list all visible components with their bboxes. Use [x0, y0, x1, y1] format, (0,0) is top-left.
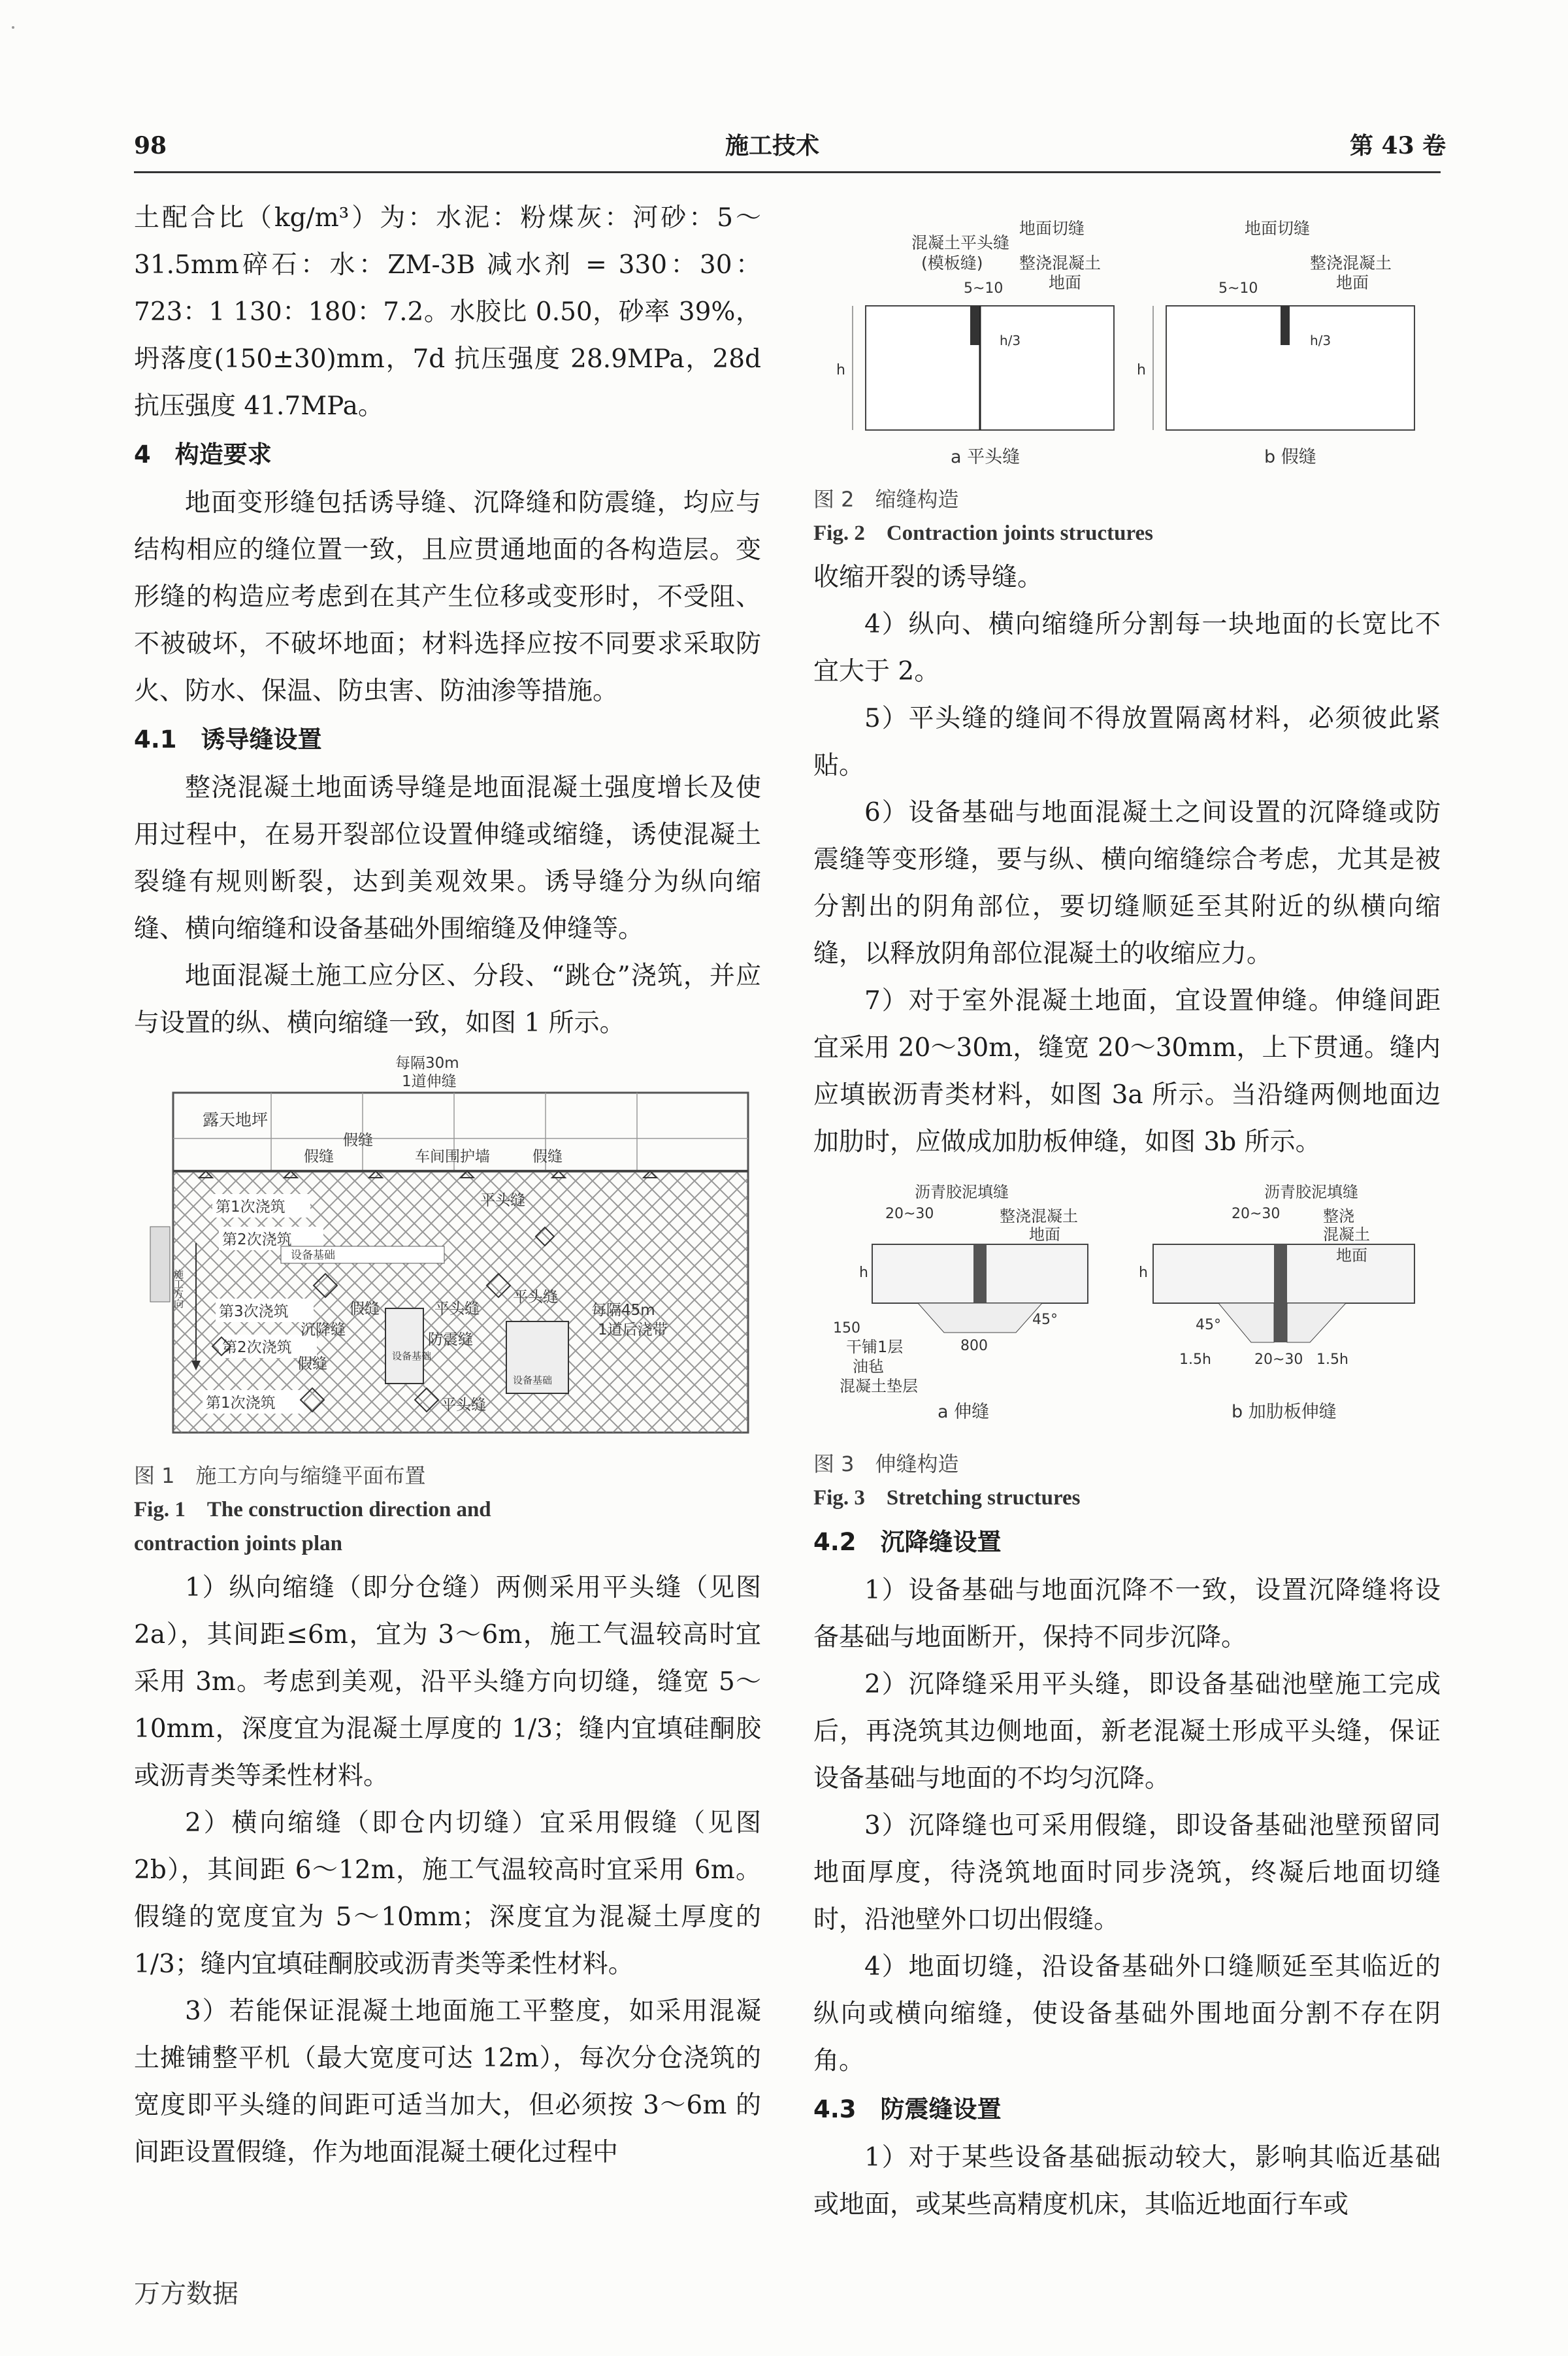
volume-label: 第 43 卷	[1350, 132, 1446, 159]
label-every-30m: 每隔30m	[395, 1055, 459, 1072]
foundation-label-2: 设备基础	[392, 1350, 432, 1362]
paragraph-4-3-1: 1）对于某些设备基础振动较大，影响其临近基础或地面，或某些高精度机床，其临近地面行车或	[813, 2143, 1441, 2219]
figure-3a	[833, 1183, 1088, 1422]
figure-3b	[1139, 1183, 1414, 1422]
asphalt-fill-3b	[1274, 1244, 1287, 1342]
label-post-pour-strip: 1道后浇带	[598, 1321, 668, 1338]
figure-3-drawing	[813, 1172, 1441, 1447]
label-fake-joint-5: 假缝	[297, 1355, 327, 1372]
paragraph-right-6: 6）设备基础与地面混凝土之间设置的沉降缝或防震缝等变形缝，要与纵、横向缩缝综合考虑，尤其是被分割出的阴角部位，要切缝顺延至其附近的纵横向缩缝，以释放阴角部位混凝土的收缩应力。	[813, 798, 1441, 969]
figure-2-caption-en: Fig. 2 Contraction joints structures	[813, 522, 1154, 545]
label-h3-2b: h/3	[1310, 333, 1331, 348]
side-bump	[150, 1227, 170, 1302]
label-flat-joint-1: 平头缝	[480, 1192, 525, 1209]
section-4-1-heading: 4.1 诱导缝设置	[134, 725, 322, 754]
label-ground-cut-2a: 地面切缝	[1019, 219, 1085, 238]
paragraph-4-intro: 地面变形缝包括诱导缝、沉降缝和防震缝，均应与结构相应的缝位置一致，且应贯通地面的各构造层。变形缝的构造应考虑到在其产生位移或变形时，不受阻、不被破坏，不破坏地面；材料选择应按不同要求采取防火、防水、保温、防虫害、防油渗等措施。	[134, 488, 761, 706]
foundation-label-3: 设备基础	[513, 1374, 553, 1386]
label-seismic-joint: 防震缝	[428, 1331, 473, 1348]
paragraph-right-0: 收缩开裂的诱导缝。	[813, 563, 1043, 592]
label-h-3b: h	[1139, 1265, 1148, 1281]
section-4-2-heading: 4.2 沉降缝设置	[813, 1528, 1002, 1556]
label-800: 800	[960, 1338, 988, 1354]
paragraph-left-3: 3）若能保证混凝土地面施工平整度，如采用混凝土摊铺整平机（最大宽度可达 12m），每次分仓浇筑的宽度即平头缝的间距可适当加大，但必须按 3～6m 的间距设置假缝，作为地面混凝土硬化过程中	[134, 1997, 761, 2167]
label-ground-3a: 地面	[1029, 1225, 1060, 1244]
label-h-2b: h	[1137, 362, 1146, 378]
figure-2b-subtitle: b 假缝	[1264, 447, 1316, 467]
label-asphalt-3a: 沥青胶泥填缝	[915, 1183, 1009, 1201]
paragraph-right-5: 5）平头缝的缝间不得放置隔离材料，必须彼此紧贴。	[813, 704, 1441, 780]
label-pour-2a: 整浇混凝土	[1019, 254, 1102, 273]
right-column	[813, 195, 1441, 2229]
paragraph-4-2-3: 3）沉降缝也可采用假缝，即设备基础池壁预留同地面厚度，待浇筑地面时同步浇筑，终凝后地面切缝时，沿池壁外口切出假缝。	[813, 1811, 1441, 1934]
label-asphalt-3b: 沥青胶泥填缝	[1264, 1183, 1358, 1201]
figure-1-caption-en-1: Fig. 1 The construction direction and	[134, 1498, 491, 1521]
figure-3-caption-cn: 图 3 伸缝构造	[813, 1452, 959, 1476]
figure-1-plan-drawing	[134, 1054, 761, 1459]
asphalt-fill-3a	[973, 1244, 987, 1303]
paragraph-4-2-4: 4）地面切缝，沿设备基础外口缝顺延至其临近的纵向或横向缩缝，使设备基础外围地面分割不存在阴角。	[813, 1952, 1441, 2076]
label-pour-3a: 整浇混凝土	[1000, 1207, 1078, 1225]
label-20-30-bottom: 20~30	[1254, 1352, 1303, 1368]
label-ground-3b: 地面	[1336, 1246, 1367, 1265]
label-every-45m: 每隔45m	[591, 1302, 655, 1319]
pad-3a	[918, 1303, 1042, 1333]
equipment-foundation-1	[385, 1308, 423, 1384]
label-150: 150	[833, 1320, 860, 1336]
label-pour-1-top: 第1次浇筑	[216, 1199, 286, 1216]
paragraph-right-4: 4）纵向、横向缩缝所分割每一块地面的长宽比不宜大于 2。	[813, 610, 1441, 686]
construction-direction-label: 施工方向	[172, 1269, 184, 1308]
label-form-joint-2a: (模板缝)	[921, 254, 983, 273]
label-h-2a: h	[836, 362, 845, 378]
label-angle-3a: 45°	[1032, 1312, 1058, 1328]
label-pour-2b: 整浇混凝土	[1310, 254, 1392, 273]
label-pour-3b-1: 整浇	[1323, 1207, 1354, 1225]
label-concrete-pad: 混凝土垫层	[840, 1377, 918, 1395]
section-4-heading: 4 构造要求	[134, 440, 272, 469]
label-felt-1: 干铺1层	[846, 1338, 904, 1356]
label-pour-1-bottom: 第1次浇筑	[206, 1395, 276, 1412]
figure-2b	[1137, 219, 1414, 467]
section-4-3-heading: 4.3 防震缝设置	[813, 2095, 1002, 2123]
rib-right-3b	[1287, 1303, 1346, 1342]
label-fake-joint-2: 假缝	[304, 1148, 334, 1165]
label-width-2b: 5~10	[1218, 280, 1258, 297]
label-fake-joint-3: 假缝	[532, 1148, 563, 1165]
cut-groove-2b	[1281, 306, 1290, 345]
figure-3-caption-en: Fig. 3 Stretching structures	[813, 1486, 1081, 1510]
label-enclosure-wall: 车间围护墙	[415, 1148, 490, 1165]
foundation-label-1: 设备基础	[291, 1249, 335, 1262]
figure-2a	[836, 219, 1114, 467]
label-open-ground: 露天地坪	[203, 1110, 269, 1129]
label-fake-joint-1: 假缝	[343, 1132, 373, 1149]
figure-3	[813, 1172, 1441, 1515]
header-rule	[134, 171, 1441, 173]
paragraph-4-2-1: 1）设备基础与地面沉降不一致，设置沉降缝将设备基础与地面断开，保持不同步沉降。	[813, 1576, 1441, 1652]
label-pour-3: 第3次浇筑	[219, 1303, 289, 1320]
label-settlement-joint: 沉降缝	[301, 1321, 346, 1338]
label-fake-joint-4: 假缝	[350, 1301, 380, 1318]
figure-2a-subtitle: a 平头缝	[951, 447, 1021, 467]
left-column	[134, 195, 761, 2176]
label-width-2a: 5~10	[964, 280, 1004, 297]
label-ground-2b: 地面	[1336, 273, 1369, 292]
paragraph-4-1-b: 地面混凝土施工应分区、分段、“跳仓”浇筑，并应与设置的纵、横向缩缝一致，如图 1 所示。	[134, 961, 761, 1038]
figure-2-caption-cn: 图 2 缩缝构造	[813, 487, 959, 512]
journal-title: 施工技术	[725, 132, 820, 159]
label-flat-joint-3: 平头缝	[513, 1289, 558, 1306]
label-width-3a: 20~30	[885, 1206, 934, 1222]
label-1-5h-left: 1.5h	[1179, 1352, 1211, 1368]
figure-3a-subtitle: a 伸缝	[938, 1402, 990, 1422]
paragraph-4-2-2: 2）沉降缝采用平头缝，即设备基础池壁施工完成后，再浇筑其边侧地面，新老混凝土形成平头缝，保证设备基础与地面的不均匀沉降。	[813, 1670, 1441, 1793]
figure-2-drawing	[813, 195, 1441, 482]
rib-left-3b	[1218, 1303, 1274, 1342]
label-flat-joint-2: 平头缝	[434, 1301, 480, 1318]
paragraph-mix-ratio: 土配合比（kg/m³）为：水泥：粉煤灰：河砂：5～31.5mm碎石：水：ZM-3B 减水剂 = 330：30：723：1 130：180：7.2。水胶比 0.50，砂率 39%，坍落度(150±30)mm，7d 抗压强度 28.9MPa，28d 抗压强度 41.7MPa。	[134, 203, 761, 421]
figure-1-caption-en-2: contraction joints plan	[134, 1532, 343, 1555]
figure-2	[813, 195, 1441, 550]
paragraph-4-1-a: 整浇混凝土地面诱导缝是地面混凝土强度增长及使用过程中，在易开裂部位设置伸缝或缩缝，诱使混凝土裂缝有规则断裂，达到美观效果。诱导缝分为纵向缩缝、横向缩缝和设备基础外围缩缝及伸缝等。	[134, 773, 761, 944]
figure-3b-subtitle: b 加肋板伸缝	[1232, 1402, 1337, 1422]
label-width-3b: 20~30	[1232, 1206, 1281, 1222]
page-number: 98	[134, 132, 167, 159]
watermark: 万方数据	[134, 2279, 238, 2309]
label-pour-3b-2: 混凝土	[1323, 1225, 1370, 1244]
figure-1-caption-cn: 图 1 施工方向与缩缝平面布置	[134, 1463, 426, 1488]
label-ground-2a: 地面	[1049, 273, 1082, 292]
label-flat-joint-2a: 混凝土平头缝	[911, 233, 1010, 252]
cut-groove-2a	[970, 306, 979, 345]
scan-speck	[12, 26, 14, 29]
label-ground-cut-2b: 地面切缝	[1245, 219, 1311, 238]
paragraph-left-1: 1）纵向缩缝（即分仓缝）两侧采用平头缝（见图 2a），其间距≤6m，宜为 3～6m，施工气温较高时宜采用 3m。考虑到美观，沿平头缝方向切缝，缝宽 5～10mm，深度宜为混凝土厚度的 1/3；缝内宜填硅酮胶或沥青类等柔性材料。	[134, 1573, 761, 1791]
paragraph-right-7: 7）对于室外混凝土地面，宜设置伸缝。伸缝间距宜采用 20～30m，缝宽 20～30mm，上下贯通。缝内应填嵌沥青类材料，如图 3a 所示。当沿缝两侧地面边加肋时，应做成加肋板伸缝，如图 3b 所示。	[813, 986, 1441, 1157]
slab-2b	[1166, 306, 1414, 430]
label-angle-3b: 45°	[1196, 1317, 1221, 1333]
label-pour-2-bottom: 第2次浇筑	[222, 1339, 292, 1356]
slab-2a	[866, 306, 1114, 430]
label-1-5h-right: 1.5h	[1316, 1352, 1348, 1368]
label-pour-2-top: 第2次浇筑	[222, 1231, 292, 1248]
label-h-3a: h	[859, 1265, 868, 1281]
label-flat-joint-4: 平头缝	[441, 1397, 486, 1414]
paragraph-left-2: 2）横向缩缝（即仓内切缝）宜采用假缝（见图 2b），其间距 6～12m，施工气温较高时宜采用 6m。假缝的宽度宜为 5～10mm；深度宜为混凝土厚度的 1/3；缝内宜填硅酮胶或沥青类等柔性材料。	[134, 1808, 761, 1979]
label-one-expansion-joint: 1道伸缝	[402, 1073, 457, 1090]
label-felt-2: 油毡	[853, 1357, 884, 1376]
figure-1	[134, 1054, 761, 1561]
label-h3-2a: h/3	[1000, 333, 1021, 348]
